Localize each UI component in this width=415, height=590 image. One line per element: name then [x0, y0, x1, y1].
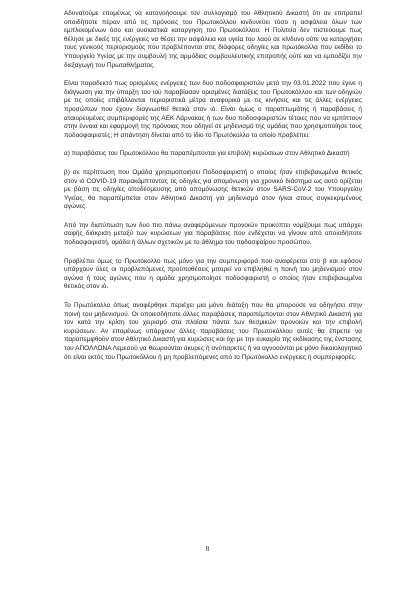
- paragraph-provision-a: α) παραβάσεις του Πρωτοκόλλου θα παραπέμπονται για επιβολή κυρώσεων στον Αθλητικό Δικαστή: [64, 150, 350, 158]
- document-body: [64, 10, 362, 362]
- paragraph-7: Το Πρωτόκολλο όπως αναφέρθηκε περιέχει μια μόνο διάταξη που θα μπορούσε να οδηγήσει στην ποινή του μηδενισμού. Οι οποιεσδήποτε άλλες παραβάσεις παραπέμπονται στον Αθλητικό Δικαστή για τον κατά την κρίση του χειρισμό στα πλαίσια πάντα των θεσμικών προνοιών και την επιβολή κυρώσεων. Αν επομένως υπάρχουν άλλες παραβάσεις του Πρωτοκόλλου αυτές θα έπρεπε να παραπεμφθούν στον Αθλητικό Δικαστή για κυρώσεις και όχι με την ευκαιρία της εκδίκασης της ένστασης του ΑΠΟΛΛΩΝΑ Λεμεσού να θεωρούνται άκυρες ή ανύπαρκτες ή να αγνοούνται με μόνο δικαιολογητικό ότι είναι εκτός του Πρωτοκόλλου ή μη προβλεπόμενες από το Πρωτόκολλο ενέργειες ή συμπεριφορές.: [64, 302, 362, 361]
- paragraph-1: Αδυνατούμε επομένως να κατανοήσουμε τον συλλογισμό του Αθλητικού Δικαστή ότι αν επιτραπεί οποιδήποτε πέραν από τις πρόνοιες του Πρωτοκόλλου κινδυνεύει τόσο η ασφάλεια όλων των εμπλεκομένων όσο και ουσιαστικά καταργηση του Πρωτοκόλλου. Η Πολιτεία δεν πιστεύουμε πως θέλησε με δικές της ενέργειες να θέσει την ασφάλεια και υγεία του λαού σε κίνδυνο ούτε να καταργήσει τους γενικούς περιορισμούς που προβλέπονται στις διάφορες οδηγίες και πρωτόκολλα που εκδίδει το Υπουργείο Υγείας με την συμβουλή της αρμόδιας συμβουλευτικής επιτροπής ούτε και να εμποδίζει την διεξαγωγή του Πρωταθλήματος.: [64, 10, 362, 69]
- page-number: 8: [205, 545, 210, 553]
- paragraph-provision-b: β) σε περίπτωση που Ομάδα χρησιμοποιήσει Ποδοσφαιριστή ο οποίος ήταν επιβεβαιωμένα θετικός στον ιό COVID-19 παρακάμπτοντας τις οδηγίες για απομόνωση για χρονικό διάστημα ως αυτό ορίζεται με βάση τις οδηγίες αποδέσμευσης από απομόνωσης θετικών στον SARS-CoV-2 του Υπουργείου Υγείας, θα παραπέμπεται στον Αθλητικό Δικαστή για μηδενισμό στον ή/και στους συγκεκριμένους αγώνες.: [64, 168, 362, 211]
- paragraph-5: Από την διατύπωση των δυο πιο πάνω αναφερόμενων προνοιών προκύπτει νομίζουμε πως υπάρχει σαφής διάκριση μεταξύ των κυρώσεων για παραβάσεις που ενδέχεται να γίνουν από οποιοδήποτε ποδοσφαιριστή, ομάδα ή άλλων σχετικών με το άθλημα του ποδοσφαίρου προσώπου.: [64, 221, 362, 247]
- paragraph-6: Προβλέπει όμως το Πρωτόκολλο πως μόνο για την συμπεριφορά που αναφέρεται στο β και εφόσον υπάρχουν όλες οι προβλεπόμενες προϋποθέσεις μπορεί να επιβληθεί η ποινή του μηδενισμού στον αγώνα ή τους αγώνες που η ομάδα χρησιμοποίησε ποδοσφαιριστή ο οποίος ήταν επιβεβαιωμένα θετικός στον ιό.: [64, 257, 362, 291]
- paragraph-2: Είναι παραδεκτό πως ορισμένες ενέργειες των δυο ποδοσφαιριστών μετά την 03.01.2022 που έγινε η διάγνωση για την ύπαρξη του ιού παραβίασαν ορισμένες διατάξεις του Πρωτοκόλλου και των οδηγιών με τις οποίες επιβάλλονται περιοριστικά μέτρα αναφορικά με τις κινήσεις και τις άλλες ενέργειες προσώπων που έχουν διαγνωσθεί θετικά στον ιό. Είναι όμως ο παραπτωμάτης ή παραβάσεις ή αταιορευμένες συμπεριφορές της ΑΕΚ Λάρνακας ή των δυο ποδοσφαιριστών τέτοιες που να εμπίπτουν στην έννοια και εφαρμογή της πρόνοιας που οδηγεί σε μηδενισμό της ομάδας που χρησιμοποίησε τους ποδοσφαιριστές; Η απάντηση δίνεται από το ίδιο το Πρωτόκολλο το οποίο προβλέπει:: [64, 80, 362, 139]
